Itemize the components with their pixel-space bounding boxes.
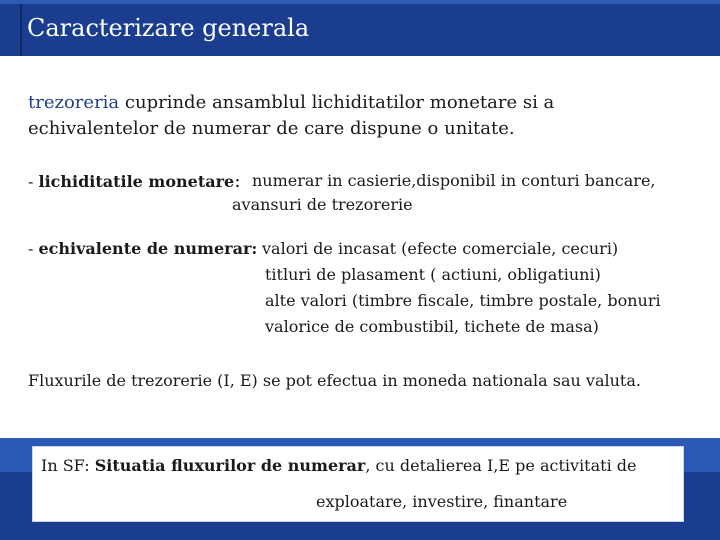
intro-text-1: cuprinde ansamblul lichiditatilor monetare si a <box>119 92 555 113</box>
note-prefix: In SF: <box>41 456 95 475</box>
title-accent <box>20 4 22 56</box>
title-bar <box>0 0 720 56</box>
slide-title: Caracterizare generala <box>27 14 310 42</box>
lichiditati-line-1: numerar in casierie,disponibil in conturi bancare, <box>252 171 656 190</box>
echivalente-prefix: - <box>28 239 39 258</box>
note-bold: Situatia fluxurilor de numerar <box>94 456 366 475</box>
lichiditati-line-2: avansuri de trezorerie <box>232 195 413 214</box>
echivalente-line-2: titluri de plasament ( actiuni, obligatiuni) <box>265 265 601 284</box>
note-rest: , cu detalierea I,E pe activitati de <box>365 456 637 475</box>
echivalente-label: echivalente de numerar: <box>38 239 258 258</box>
echivalente-line-3: alte valori (timbre fiscale, timbre postale, bonuri <box>265 291 661 310</box>
lichiditati-colon: : <box>234 170 241 192</box>
lichiditati-label: lichiditatile monetare <box>38 172 235 191</box>
note-box <box>32 446 684 522</box>
lichiditati-section <box>28 170 241 193</box>
intro-text-2: echivalentelor de numerar de care dispune o unitate. <box>28 118 515 139</box>
note-line-2: exploatare, investire, finantare <box>316 492 568 511</box>
echivalente-line-1: valori de incasat (efecte comerciale, cecuri) <box>262 239 619 258</box>
lichiditati-prefix: - <box>28 172 39 191</box>
echivalente-line-4: valorice de combustibil, tichete de masa) <box>265 317 599 336</box>
echivalente-section <box>28 238 257 260</box>
note-line-1 <box>41 455 637 477</box>
fluxuri-paragraph: Fluxurile de trezorerie (I, E) se pot efectua in moneda nationala sau valuta. <box>28 371 641 390</box>
intro-paragraph <box>28 90 688 142</box>
intro-term: trezoreria <box>28 92 120 113</box>
